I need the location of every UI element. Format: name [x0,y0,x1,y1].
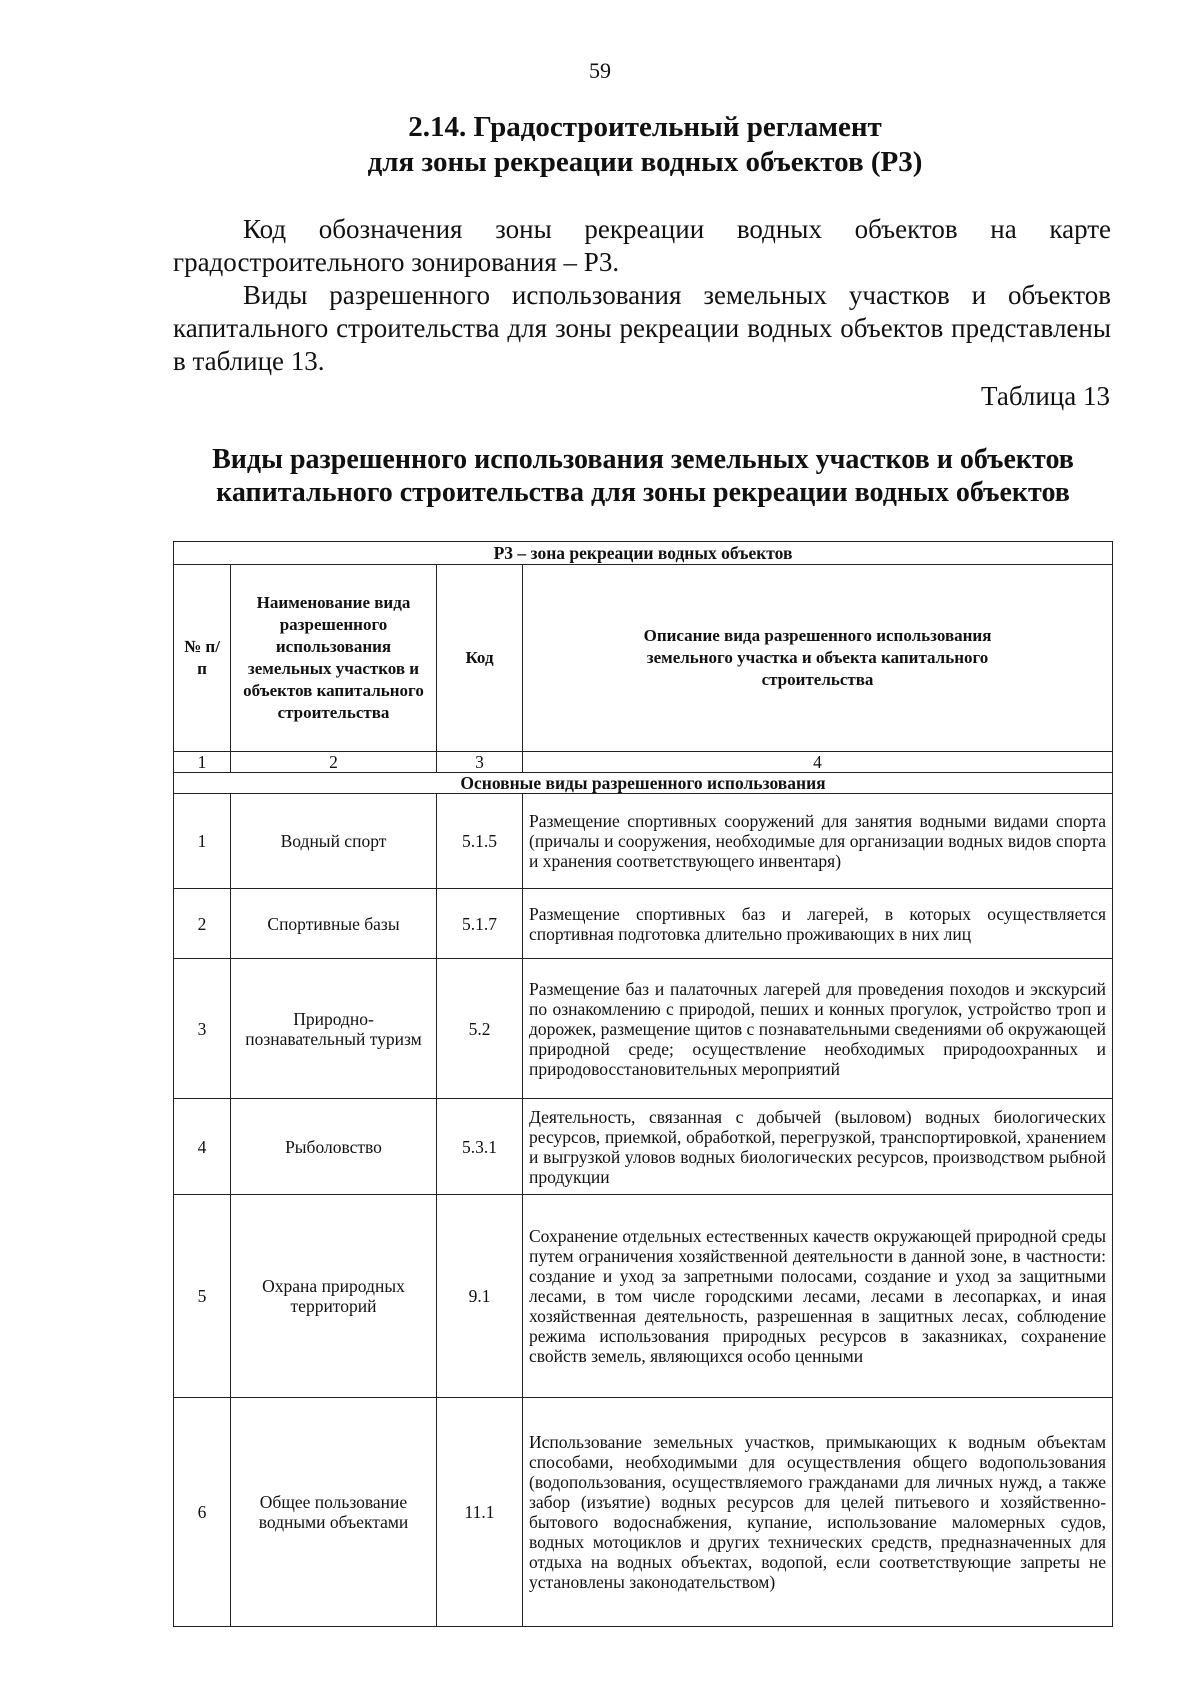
column-number: 3 [437,752,523,773]
row-num: 1 [174,794,231,889]
row-name: Природно-познавательный туризм [231,959,437,1099]
paragraph-table-intro [173,279,1111,378]
row-num: 2 [174,889,231,959]
column-number: 1 [174,752,231,773]
row-description: Размещение баз и палаточных лагерей для проведения походов и экскурсий по ознакомлению с природой, пеших и конных прогулок, устройство троп и дорожек, размещение щитов с познавательными сведениями об окружающей природной среде; осуществление необходимых природоохранных и природовосстановительных мероприятий [523,959,1113,1099]
table-row [174,1398,1113,1627]
paragraph-zone-code-text: Код обозначения зоны рекреации водных объектов на карте градостроительного зонирования – Р3. [173,214,1111,277]
row-description: Сохранение отдельных естественных качеств окружающей природной среды путем ограничения хозяйственной деятельности в данной зоне, в частности: создание и уход за запретными полосами, создание и уход за защитными лесами, в том числе городскими лесами, лесами в лесопарках, и иная хозяйственная деятельность, разрешенная в защитных лесах, соблюдение режима использования природных ресурсов в заказниках, сохранение свойств земель, являющихся особо ценными [523,1195,1113,1398]
row-code: 5.3.1 [437,1099,523,1195]
table-row [174,959,1113,1099]
section-heading-line-1: 2.14. Градостроительный регламент [408,111,882,143]
section-row [174,773,1113,794]
section-title: Основные виды разрешенного использования [174,773,1113,794]
table-row [174,1195,1113,1398]
header-num: № п/п [174,565,231,752]
zone-title: Р3 – зона рекреации водных объектов [174,542,1113,565]
paragraph-zone-code [173,213,1111,279]
table-row [174,794,1113,889]
row-code: 5.1.7 [437,889,523,959]
header-row [174,565,1113,752]
header-description: Описание вида разрешенного использования земельного участка и объекта капитального строительства [523,565,1113,752]
row-num: 6 [174,1398,231,1627]
row-description: Деятельность, связанная с добычей (выловом) водных биологических ресурсов, приемкой, обработкой, перегрузкой, транспортировкой, хранением и выгрузкой уловов водных биологических ресурсов, производством рыбной продукции [523,1099,1113,1195]
paragraph-table-intro-text: Виды разрешенного использования земельных участков и объектов капитального строительства для зоны рекреации водных объектов представлены в таблице 13. [173,280,1111,376]
row-code: 5.2 [437,959,523,1099]
zone-title-row [174,542,1113,565]
column-number-row [174,752,1113,773]
table-row [174,1099,1113,1195]
row-description: Размещение спортивных баз и лагерей, в которых осуществляется спортивная подготовка длительно проживающих в них лиц [523,889,1113,959]
row-num: 4 [174,1099,231,1195]
column-number: 4 [523,752,1113,773]
row-num: 5 [174,1195,231,1398]
page-number: 59 [589,58,611,83]
table-row [174,889,1113,959]
row-name: Рыболовство [231,1099,437,1195]
row-num: 3 [174,959,231,1099]
row-description: Использование земельных участков, примыкающих к водным объектам способами, необходимыми для осуществления общего водопользования (водопользования, осуществляемого гражданами для личных нужд, а также забор (изъятие) водных ресурсов для целей питьевого и хозяйственно-бытового водоснабжения, купание, использование маломерных судов, водных мотоциклов и других технических средств, предназначенных для отдыха на водных объектах, водопой, если соответствующие запреты не установлены законодательством) [523,1398,1113,1627]
header-name: Наименование вида разрешенного использования земельных участков и объектов капитального строительства [231,565,437,752]
row-name: Водный спорт [231,794,437,889]
row-description: Размещение спортивных сооружений для занятия водными видами спорта (причалы и сооружения, необходимые для организации водных видов спорта и хранения соответствующего инвентаря) [523,794,1113,889]
header-code: Код [437,565,523,752]
column-number: 2 [231,752,437,773]
row-name: Спортивные базы [231,889,437,959]
row-code: 9.1 [437,1195,523,1398]
regulation-table [173,541,1113,1627]
row-name: Охрана природных территорий [231,1195,437,1398]
section-heading [0,110,1200,180]
table-title [173,443,1113,509]
table-label: Таблица 13 [981,381,1110,411]
row-name: Общее пользование водными объектами [231,1398,437,1627]
table-title-line-1: Виды разрешенного использования земельных участков и объектов [212,444,1074,475]
row-code: 5.1.5 [437,794,523,889]
table-title-line-2: капитального строительства для зоны рекреации водных объектов [216,477,1070,508]
section-heading-line-2: для зоны рекреации водных объектов (Р3) [367,146,923,178]
row-code: 11.1 [437,1398,523,1627]
